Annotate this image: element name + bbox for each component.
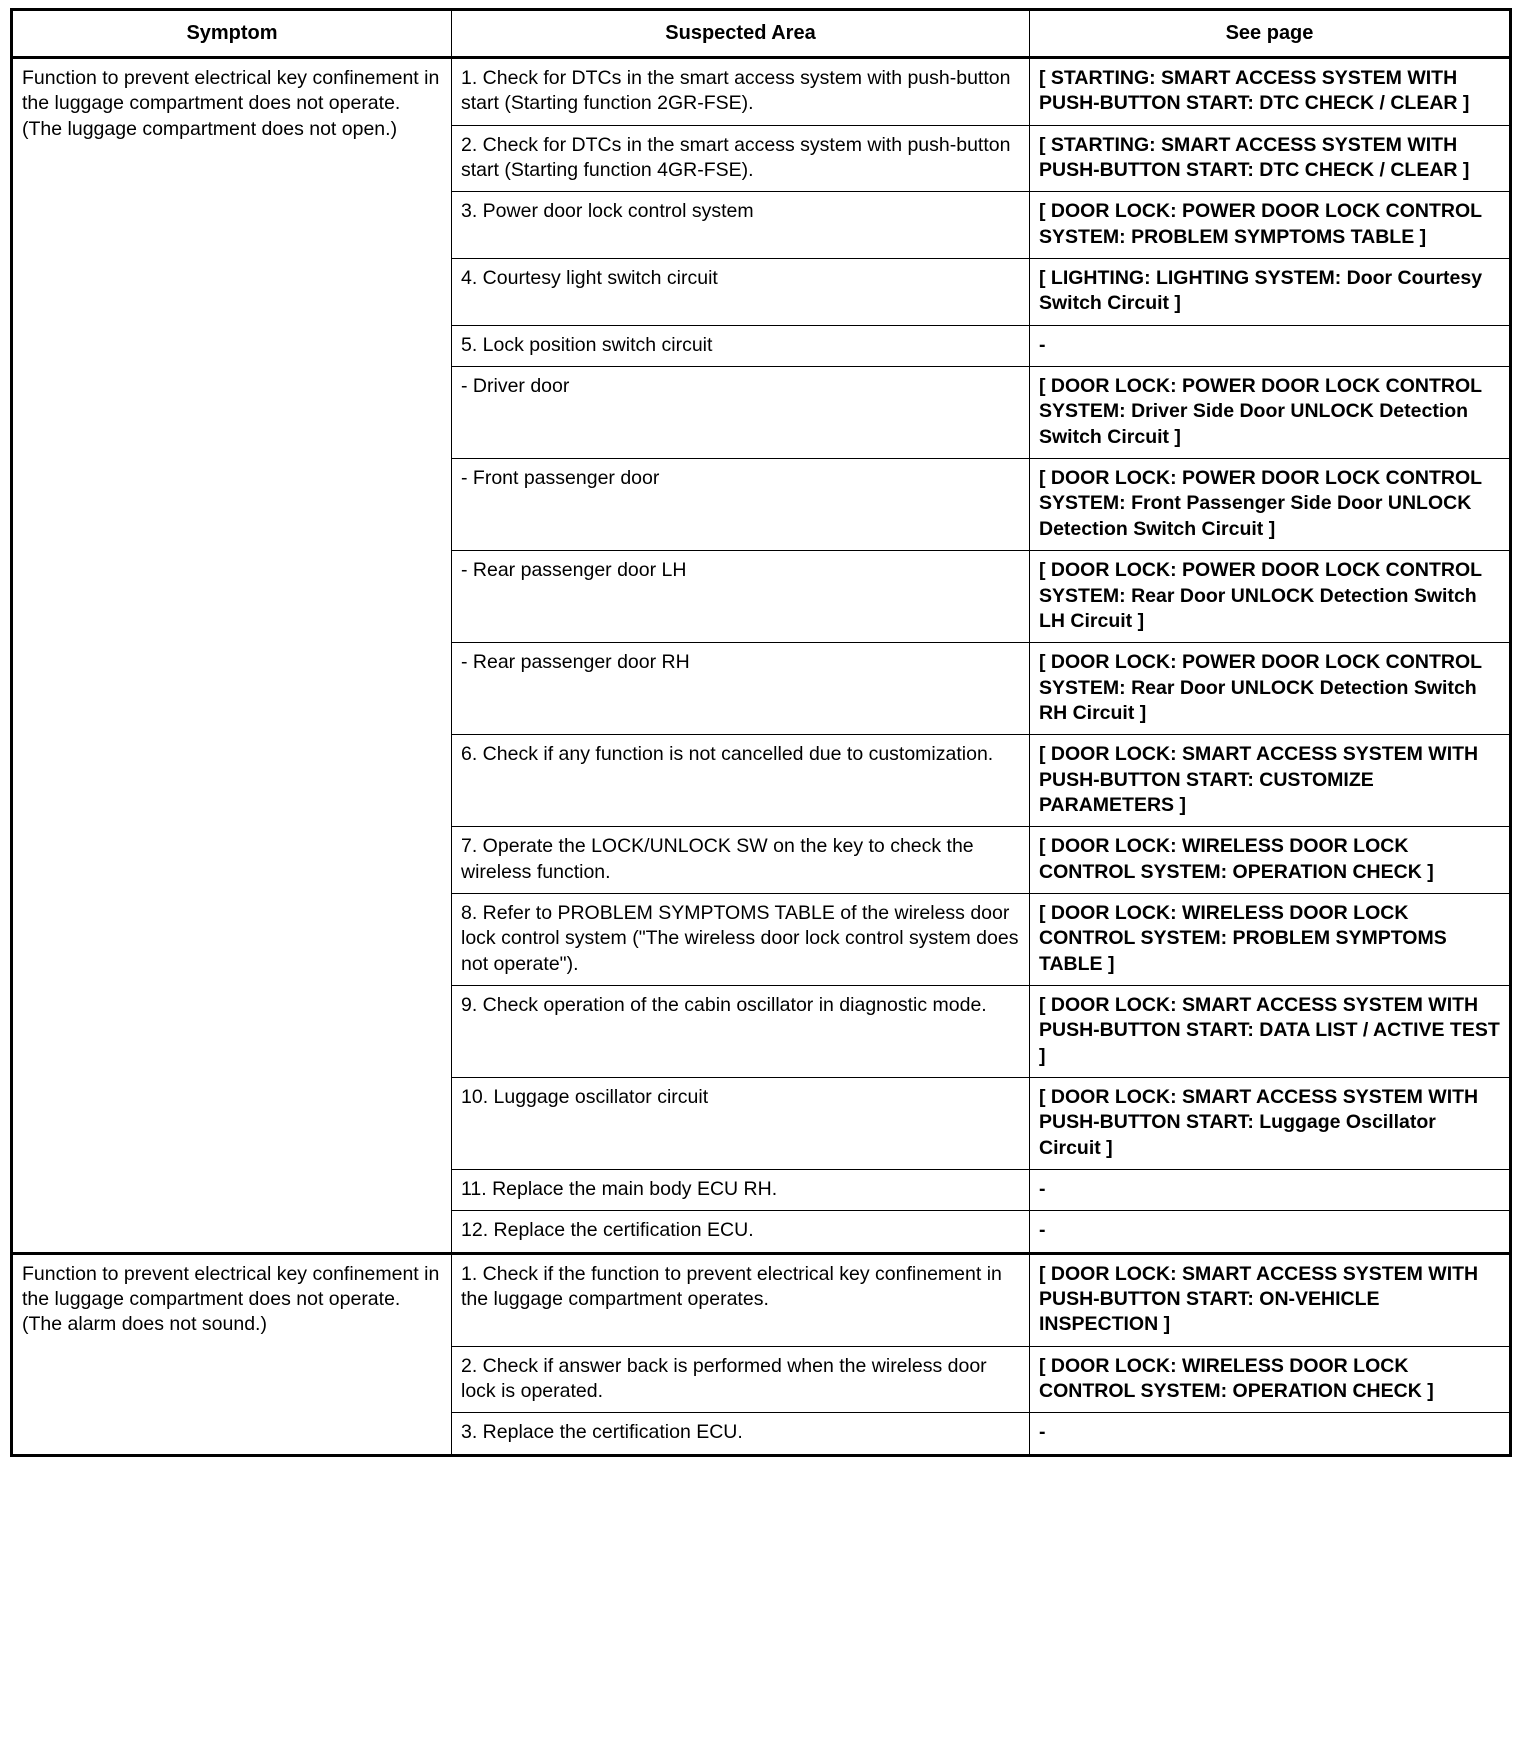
see-page-cell[interactable]: [ DOOR LOCK: SMART ACCESS SYSTEM WITH PUSH-BUTTON START: DATA LIST / ACTIVE TEST ]	[1030, 985, 1511, 1077]
suspected-area-cell: 1. Check for DTCs in the smart access system with push-button start (Starting function 2GR-FSE).	[452, 58, 1030, 126]
suspected-area-cell: 2. Check for DTCs in the smart access system with push-button start (Starting function 4GR-FSE).	[452, 125, 1030, 192]
suspected-area-cell: 3. Replace the certification ECU.	[452, 1413, 1030, 1455]
see-page-cell[interactable]: [ DOOR LOCK: WIRELESS DOOR LOCK CONTROL SYSTEM: PROBLEM SYMPTOMS TABLE ]	[1030, 893, 1511, 985]
see-page-cell[interactable]: [ DOOR LOCK: WIRELESS DOOR LOCK CONTROL SYSTEM: OPERATION CHECK ]	[1030, 827, 1511, 894]
column-header-suspected-area: Suspected Area	[452, 10, 1030, 58]
table-row	[12, 1253, 1511, 1346]
suspected-area-cell: 10. Luggage oscillator circuit	[452, 1078, 1030, 1170]
see-page-cell[interactable]: [ DOOR LOCK: POWER DOOR LOCK CONTROL SYSTEM: Driver Side Door UNLOCK Detection Switch Circuit ]	[1030, 367, 1511, 459]
suspected-area-cell: - Rear passenger door LH	[452, 551, 1030, 643]
see-page-cell[interactable]: [ DOOR LOCK: POWER DOOR LOCK CONTROL SYSTEM: Rear Door UNLOCK Detection Switch RH Circuit ]	[1030, 643, 1511, 735]
suspected-area-cell: - Rear passenger door RH	[452, 643, 1030, 735]
see-page-cell[interactable]: [ STARTING: SMART ACCESS SYSTEM WITH PUSH-BUTTON START: DTC CHECK / CLEAR ]	[1030, 58, 1511, 126]
table-header-row	[12, 10, 1511, 58]
table-row	[12, 58, 1511, 126]
see-page-cell: -	[1030, 1170, 1511, 1211]
suspected-area-cell: 3. Power door lock control system	[452, 192, 1030, 259]
see-page-cell: -	[1030, 1211, 1511, 1253]
suspected-area-cell: 11. Replace the main body ECU RH.	[452, 1170, 1030, 1211]
see-page-cell[interactable]: [ DOOR LOCK: POWER DOOR LOCK CONTROL SYSTEM: Rear Door UNLOCK Detection Switch LH Circuit ]	[1030, 551, 1511, 643]
symptom-cell: Function to prevent electrical key confinement in the luggage compartment does not operate. (The luggage compartment does not open.)	[12, 58, 452, 1254]
suspected-area-cell: 4. Courtesy light switch circuit	[452, 259, 1030, 326]
suspected-area-cell: - Front passenger door	[452, 459, 1030, 551]
see-page-cell: -	[1030, 325, 1511, 366]
see-page-cell[interactable]: [ LIGHTING: LIGHTING SYSTEM: Door Courtesy Switch Circuit ]	[1030, 259, 1511, 326]
table-body	[12, 58, 1511, 1456]
suspected-area-cell: 1. Check if the function to prevent electrical key confinement in the luggage compartment operates.	[452, 1253, 1030, 1346]
see-page-cell[interactable]: [ DOOR LOCK: POWER DOOR LOCK CONTROL SYSTEM: PROBLEM SYMPTOMS TABLE ]	[1030, 192, 1511, 259]
suspected-area-cell: - Driver door	[452, 367, 1030, 459]
column-header-see-page: See page	[1030, 10, 1511, 58]
table-header	[12, 10, 1511, 58]
see-page-cell[interactable]: [ DOOR LOCK: SMART ACCESS SYSTEM WITH PUSH-BUTTON START: ON-VEHICLE INSPECTION ]	[1030, 1253, 1511, 1346]
symptom-cell: Function to prevent electrical key confinement in the luggage compartment does not operate. (The alarm does not sound.)	[12, 1253, 452, 1455]
see-page-cell[interactable]: [ STARTING: SMART ACCESS SYSTEM WITH PUSH-BUTTON START: DTC CHECK / CLEAR ]	[1030, 125, 1511, 192]
suspected-area-cell: 8. Refer to PROBLEM SYMPTOMS TABLE of the wireless door lock control system ("The wireless door lock control system does not operate").	[452, 893, 1030, 985]
see-page-cell[interactable]: [ DOOR LOCK: POWER DOOR LOCK CONTROL SYSTEM: Front Passenger Side Door UNLOCK Detection Switch Circuit ]	[1030, 459, 1511, 551]
suspected-area-cell: 7. Operate the LOCK/UNLOCK SW on the key to check the wireless function.	[452, 827, 1030, 894]
suspected-area-cell: 2. Check if answer back is performed when the wireless door lock is operated.	[452, 1346, 1030, 1413]
suspected-area-cell: 9. Check operation of the cabin oscillator in diagnostic mode.	[452, 985, 1030, 1077]
see-page-cell[interactable]: [ DOOR LOCK: SMART ACCESS SYSTEM WITH PUSH-BUTTON START: Luggage Oscillator Circuit ]	[1030, 1078, 1511, 1170]
problem-symptoms-table	[10, 8, 1512, 1457]
suspected-area-cell: 5. Lock position switch circuit	[452, 325, 1030, 366]
suspected-area-cell: 6. Check if any function is not cancelled due to customization.	[452, 735, 1030, 827]
suspected-area-cell: 12. Replace the certification ECU.	[452, 1211, 1030, 1253]
see-page-cell[interactable]: [ DOOR LOCK: SMART ACCESS SYSTEM WITH PUSH-BUTTON START: CUSTOMIZE PARAMETERS ]	[1030, 735, 1511, 827]
see-page-cell: -	[1030, 1413, 1511, 1455]
column-header-symptom: Symptom	[12, 10, 452, 58]
see-page-cell[interactable]: [ DOOR LOCK: WIRELESS DOOR LOCK CONTROL SYSTEM: OPERATION CHECK ]	[1030, 1346, 1511, 1413]
